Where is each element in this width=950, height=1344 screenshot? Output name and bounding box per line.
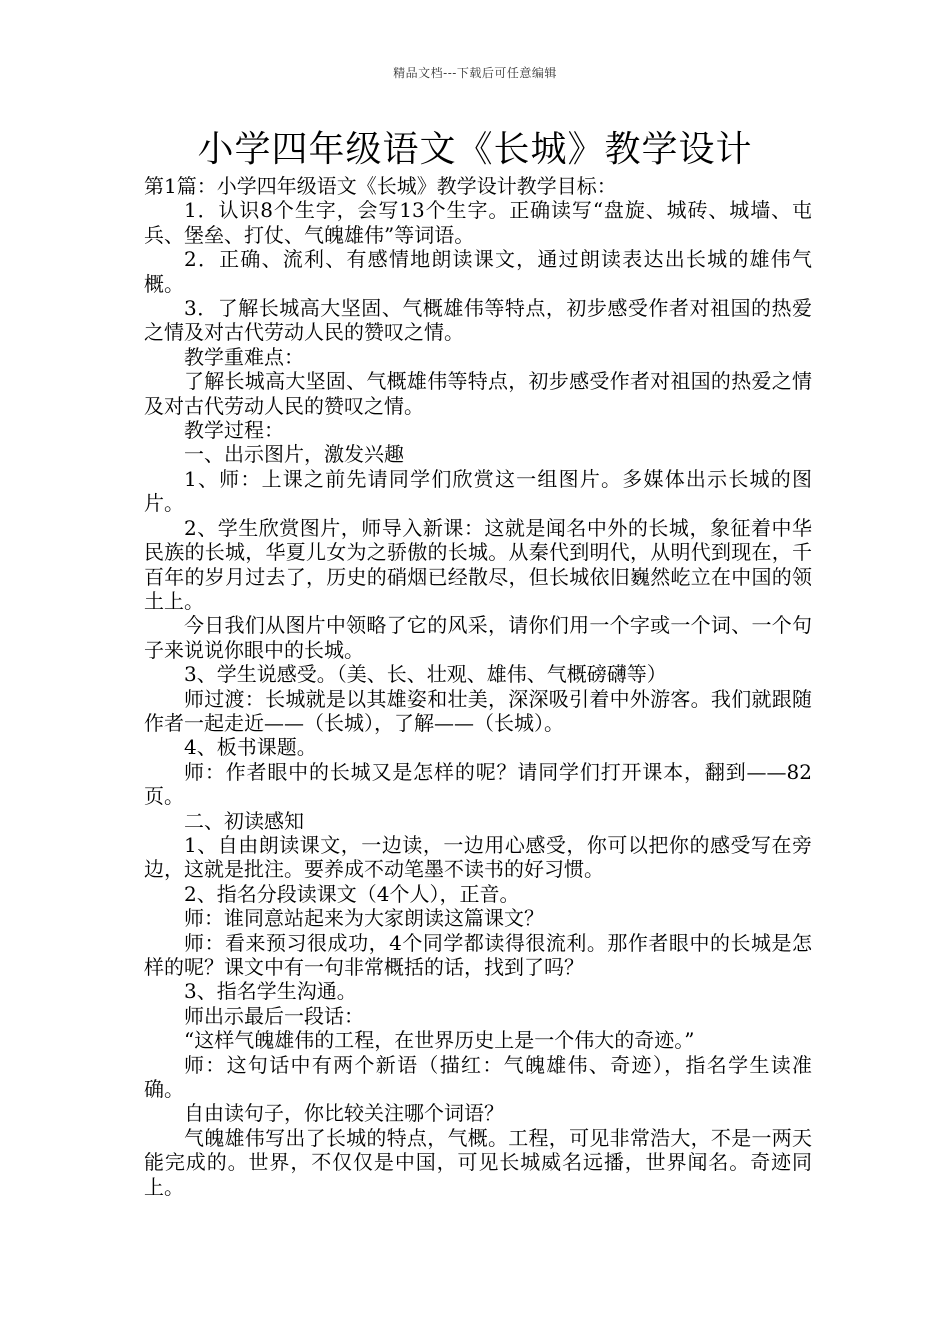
paragraph-process-heading: 教学过程：	[184, 418, 284, 443]
paragraph-step-1-2b: 今日我们从图片中领略了它的风采，请你们用一个字或一个词、一个句子来说说你眼中的长城。	[144, 613, 812, 662]
paragraph-step-2-1: 1、自由朗读课文，一边读，一边用心感受，你可以把你的感受写在旁边，这就是批注。要养成不动笔墨不读书的好习惯。	[144, 832, 812, 882]
paragraph-teacher-comment: 师：看来预习很成功，4个同学都读得很流利。那作者眼中的长城是怎样的呢？课文中有一句非常概括的话，找到了吗？	[144, 930, 812, 979]
paragraph-objective-1: 1．认识8个生字，会写13个生字。正确读写“盘旋、城砖、城墙、屯兵、堡垒、打仗、气魄雄伟”等词语。	[144, 198, 812, 247]
paragraph-teacher-invite: 师：谁同意站起来为大家朗读这篇课文？	[184, 906, 544, 931]
paragraph-step-1-1: 1、师：上课之前先请同学们欣赏这一组图片。多媒体出示长城的图片。	[144, 466, 812, 516]
paragraph-section-1-heading: 一、出示图片，激发兴趣	[184, 442, 404, 467]
paragraph-free-reading: 自由读句子，你比较关注哪个词语？	[184, 1101, 504, 1126]
paragraph-objective-3: 3．了解长城高大坚固、气概雄伟等特点，初步感受作者对祖国的热爱之情及对古代劳动人民的赞叹之情。	[144, 296, 812, 345]
paragraph-key-points-heading: 教学重难点：	[184, 344, 304, 369]
paragraph-step-2-2: 2、指名分段读课文（4个人），正音。	[184, 881, 520, 906]
paragraph-step-1-3: 3、学生说感受。（美、长、壮观、雄伟、气概磅礴等）	[184, 662, 667, 687]
paragraph-new-words: 师：这句话中有两个新语（描红：气魄雄伟、奇迹），指名学生读准确。	[144, 1052, 812, 1102]
paragraph-key-points: 了解长城高大坚固、气概雄伟等特点，初步感受作者对祖国的热爱之情及对古代劳动人民的赞叹之情。	[144, 369, 812, 418]
paragraph-intro: 第1篇：小学四年级语文《长城》教学设计教学目标：	[144, 174, 617, 198]
paragraph-teacher-question: 师：作者眼中的长城又是怎样的呢？请同学们打开课本，翻到——82页。	[144, 759, 812, 809]
paragraph-step-1-4: 4、板书课题。	[184, 735, 317, 760]
paragraph-objective-2: 2．正确、流利、有感情地朗读课文，通过朗读表达出长城的雄伟气概。	[144, 247, 812, 296]
paragraph-section-2-heading: 二、初读感知	[184, 808, 304, 833]
paragraph-show-last: 师出示最后一段话：	[184, 1003, 364, 1028]
paragraph-analysis: 气魄雄伟写出了长城的特点，气概。工程，可见非常浩大，不是一两天能完成的。世界，不仅仅是中国，可见长城威名远播，世界闻名。奇迹同上。	[144, 1125, 812, 1199]
document-title: 小学四年级语文《长城》教学设计	[197, 129, 753, 170]
paragraph-quote: “这样气魄雄伟的工程，在世界历史上是一个伟大的奇迹。”	[184, 1028, 695, 1053]
document-body	[144, 174, 812, 1199]
paragraph-step-1-2: 2、学生欣赏图片，师导入新课：这就是闻名中外的长城，象征着中华民族的长城，华夏儿女为之骄傲的长城。从秦代到明代，从明代到现在，千百年的岁月过去了，历史的硝烟已经散尽，但长城依旧巍然屹立在中国的领土上。	[144, 515, 812, 613]
paragraph-step-2-3: 3、指名学生沟通。	[184, 979, 357, 1004]
paragraph-transition: 师过渡：长城就是以其雄姿和壮美，深深吸引着中外游客。我们就跟随作者一起走近——（长城），了解——（长城）。	[144, 686, 812, 735]
page-header-note: 精品文档---下载后可任意编辑	[393, 66, 557, 80]
